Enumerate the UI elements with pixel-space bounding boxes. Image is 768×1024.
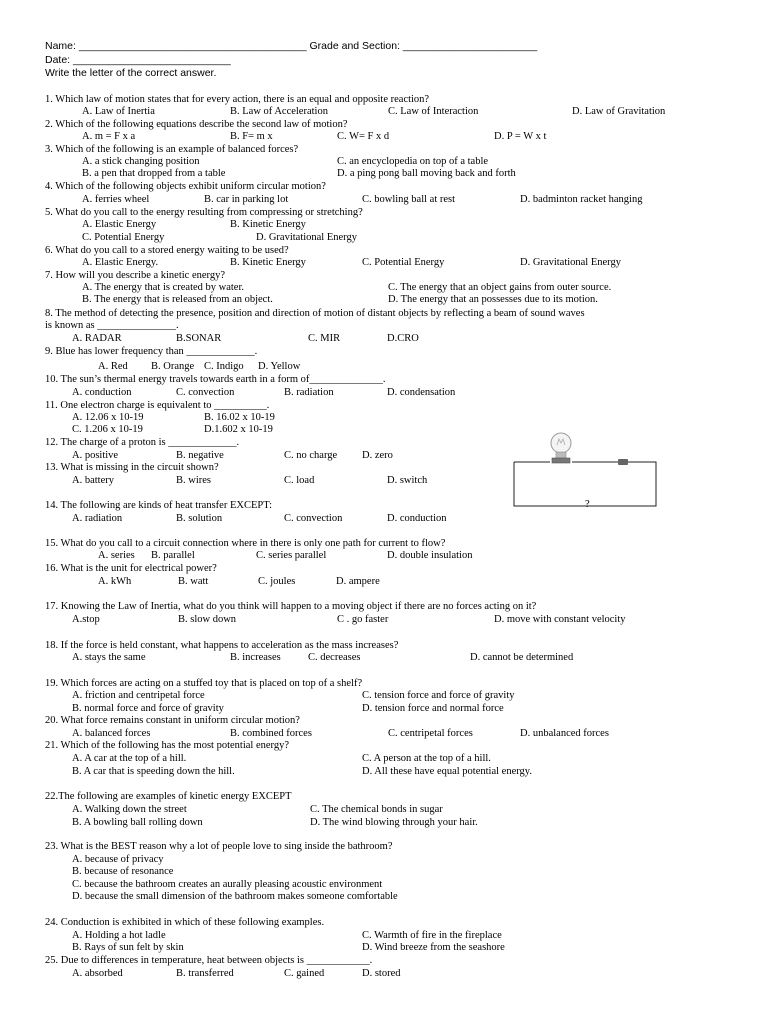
q10-option-a: A. conduction	[72, 387, 132, 398]
q21-option-b: B. A car that is speeding down the hill.	[72, 766, 235, 777]
q15-option-a: A. series	[98, 550, 135, 561]
question-2: 2. Which of the following equations describe the second law of motion?	[45, 119, 348, 130]
q17-option-c: C . go faster	[337, 614, 389, 625]
question-19: 19. Which forces are acting on a stuffed toy that is placed on top of a shelf?	[45, 678, 363, 689]
question-8: 8. The method of detecting the presence, position and direction of motion of distant objects by reflecting a beam of sound waves	[45, 308, 585, 319]
q16-option-b: B. watt	[178, 576, 209, 587]
q10-option-d: D. condensation	[387, 387, 456, 398]
q8-option-d: D.CRO	[387, 333, 419, 344]
date-line: Date: ___________________________	[45, 54, 231, 66]
q23-option-d: D. because the small dimension of the bathroom makes someone comfortable	[72, 891, 398, 902]
q17-option-b: B. slow down	[178, 614, 237, 625]
q1-option-a: A. Law of Inertia	[82, 106, 155, 117]
q4-option-c: C. bowling ball at rest	[362, 194, 456, 205]
q2-option-a: A. m = F x a	[82, 131, 136, 142]
q2-option-b: B. F= m x	[230, 131, 273, 142]
connector-icon	[618, 459, 628, 465]
instructions: Write the letter of the correct answer.	[45, 67, 217, 79]
q16-option-d: D. ampere	[336, 576, 380, 587]
q17-option-a: A.stop	[72, 614, 100, 625]
q22-option-b: B. A bowling ball rolling down	[72, 817, 203, 828]
question-13: 13. What is missing in the circuit shown?	[45, 462, 219, 473]
q6-option-b: B. Kinetic Energy	[230, 257, 306, 268]
question-3: 3. Which of the following is an example of balanced forces?	[45, 144, 299, 155]
q2-option-d: D. P = W x t	[494, 131, 547, 142]
q4-option-b: B. car in parking lot	[204, 194, 289, 205]
q5-option-c: C. Potential Energy	[82, 232, 165, 243]
q7-option-a: A. The energy that is created by water.	[82, 282, 245, 293]
q21-option-c: C. A person at the top of a hill.	[362, 753, 491, 764]
q20-option-d: D. unbalanced forces	[520, 728, 609, 739]
q4-option-a: A. ferries wheel	[82, 194, 150, 205]
q24-option-b: B. Rays of sun felt by skin	[72, 942, 184, 953]
q12-option-a: A. positive	[72, 450, 119, 461]
q11-option-a: A. 12.06 x 10-19	[72, 412, 144, 423]
q21-option-d: D. All these have equal potential energy.	[362, 766, 532, 777]
q18-option-b: B. increases	[230, 652, 281, 663]
q5-option-b: B. Kinetic Energy	[230, 219, 306, 230]
question-9: 9. Blue has lower frequency than _____________.	[45, 346, 258, 357]
question-14: 14. The following are kinds of heat transfer EXCEPT:	[45, 500, 273, 511]
q6-option-a: A. Elastic Energy.	[82, 257, 159, 268]
question-12: 12. The charge of a proton is _____________.	[45, 437, 240, 448]
q3-option-c: C. an encyclopedia on top of a table	[337, 156, 489, 167]
q3-option-a: A. a stick changing position	[82, 156, 200, 167]
q25-option-d: D. stored	[362, 968, 401, 979]
q10-option-b: B. radiation	[284, 387, 334, 398]
question-15: 15. What do you call to a circuit connection where in there is only one path for current to flow?	[45, 538, 446, 549]
q14-option-a: A. radiation	[72, 513, 123, 524]
q9-option-d: D. Yellow	[258, 361, 301, 372]
question-21: 21. Which of the following has the most potential energy?	[45, 740, 289, 751]
q6-option-d: D. Gravitational Energy	[520, 257, 621, 268]
q13-option-a: A. battery	[72, 475, 114, 486]
question-25: 25. Due to differences in temperature, heat between objects is ____________.	[45, 955, 373, 966]
q21-option-a: A. A car at the top of a hill.	[72, 753, 187, 764]
question-1: 1. Which law of motion states that for every action, there is an equal and opposite reaction?	[45, 94, 430, 105]
q8-option-c: C. MIR	[308, 333, 341, 344]
question-4: 4. Which of the following objects exhibit uniform circular motion?	[45, 181, 326, 192]
q12-option-d: D. zero	[362, 450, 393, 461]
q19-option-a: A. friction and centripetal force	[72, 690, 205, 701]
question-23: 23. What is the BEST reason why a lot of people love to sing inside the bathroom?	[45, 841, 393, 852]
q24-option-d: D. Wind breeze from the seashore	[362, 942, 505, 953]
q19-option-b: B. normal force and force of gravity	[72, 703, 224, 714]
question-10: 10. The sun’s thermal energy travels towards earth in a form of______________.	[45, 374, 386, 385]
q2-option-c: C. W= F x d	[337, 131, 390, 142]
q23-option-c: C. because the bathroom creates an aurally pleasing acoustic environment	[72, 879, 383, 890]
q22-option-c: C. The chemical bonds in sugar	[310, 804, 443, 815]
q11-option-d: D.1.602 x 10-19	[204, 424, 273, 435]
q22-option-a: A. Walking down the street	[72, 804, 187, 815]
q11-option-b: B. 16.02 x 10-19	[204, 412, 275, 423]
q15-option-d: D. double insulation	[387, 550, 473, 561]
q4-option-d: D. badminton racket hanging	[520, 194, 643, 205]
name-grade-line: Name: _______________________________________ Grade and Section: _______________________	[45, 40, 538, 52]
question-16: 16. What is the unit for electrical power?	[45, 563, 217, 574]
q18-option-a: A. stays the same	[72, 652, 146, 663]
q13-option-c: C. load	[284, 475, 315, 486]
q8-option-b: B.SONAR	[176, 333, 222, 344]
q9-option-a: A. Red	[98, 361, 128, 372]
q14-option-b: B. solution	[176, 513, 223, 524]
q10-option-c: C. convection	[176, 387, 235, 398]
q16-option-c: C. joules	[258, 576, 296, 587]
q8-option-a: A. RADAR	[72, 333, 122, 344]
q23-option-b: B. because of resonance	[72, 866, 174, 877]
q20-option-b: B. combined forces	[230, 728, 312, 739]
q6-option-c: C. Potential Energy	[362, 257, 445, 268]
circuit-missing-label: ?	[585, 499, 590, 510]
q9-option-b: B. Orange	[151, 361, 195, 372]
question-6: 6. What do you call to a stored energy waiting to be used?	[45, 245, 289, 256]
q23-option-a: A. because of privacy	[72, 854, 164, 865]
q25-option-b: B. transferred	[176, 968, 234, 979]
q1-option-b: B. Law of Acceleration	[230, 106, 328, 117]
question-24: 24. Conduction is exhibited in which of these following examples.	[45, 917, 325, 928]
question-5: 5. What do you call to the energy resulting from compressing or stretching?	[45, 207, 363, 218]
q3-option-b: B. a pen that dropped from a table	[82, 168, 226, 179]
question-17: 17. Knowing the Law of Inertia, what do you think will happen to a moving object if there are no forces acting on it?	[45, 601, 537, 612]
question-22: 22.The following are examples of kinetic energy EXCEPT	[45, 791, 292, 802]
q9-option-c: C. Indigo	[204, 361, 244, 372]
q19-option-c: C. tension force and force of gravity	[362, 690, 515, 701]
q24-option-c: C. Warmth of fire in the fireplace	[362, 930, 502, 941]
q12-option-b: B. negative	[176, 450, 224, 461]
question-11: 11. One electron charge is equivalent to __________.	[45, 400, 270, 411]
q13-option-d: D. switch	[387, 475, 428, 486]
q1-option-c: C. Law of Interaction	[388, 106, 479, 117]
q3-option-d: D. a ping pong ball moving back and forth	[337, 168, 516, 179]
q19-option-d: D. tension force and normal force	[362, 703, 504, 714]
q13-option-b: B. wires	[176, 475, 211, 486]
q11-option-c: C. 1.206 x 10-19	[72, 424, 143, 435]
q17-option-d: D. move with constant velocity	[494, 614, 626, 625]
q22-option-d: D. The wind blowing through your hair.	[310, 817, 478, 828]
q7-option-b: B. The energy that is released from an object.	[82, 294, 273, 305]
q1-option-d: D. Law of Gravitation	[572, 106, 666, 117]
q15-option-c: C. series parallel	[256, 550, 327, 561]
q20-option-c: C. centripetal forces	[388, 728, 473, 739]
q14-option-d: D. conduction	[387, 513, 447, 524]
q18-option-d: D. cannot be determined	[470, 652, 574, 663]
question-7: 7. How will you describe a kinetic energy?	[45, 270, 226, 281]
q24-option-a: A. Holding a hot ladle	[72, 930, 166, 941]
q5-option-d: D. Gravitational Energy	[256, 232, 357, 243]
question-20: 20. What force remains constant in uniform circular motion?	[45, 715, 300, 726]
q12-option-c: C. no charge	[284, 450, 338, 461]
q7-option-c: C. The energy that an object gains from outer source.	[388, 282, 612, 293]
q7-option-d: D. The energy that an possesses due to its motion.	[388, 294, 598, 305]
question-8-continued: is known as _______________.	[45, 320, 179, 331]
q18-option-c: C. decreases	[308, 652, 361, 663]
light-bulb-icon	[551, 433, 571, 463]
q15-option-b: B. parallel	[151, 550, 195, 561]
question-18: 18. If the force is held constant, what happens to acceleration as the mass increases?	[45, 640, 399, 651]
q25-option-c: C. gained	[284, 968, 325, 979]
q25-option-a: A. absorbed	[72, 968, 123, 979]
q20-option-a: A. balanced forces	[72, 728, 151, 739]
q16-option-a: A. kWh	[98, 576, 132, 587]
q5-option-a: A. Elastic Energy	[82, 219, 157, 230]
q14-option-c: C. convection	[284, 513, 343, 524]
